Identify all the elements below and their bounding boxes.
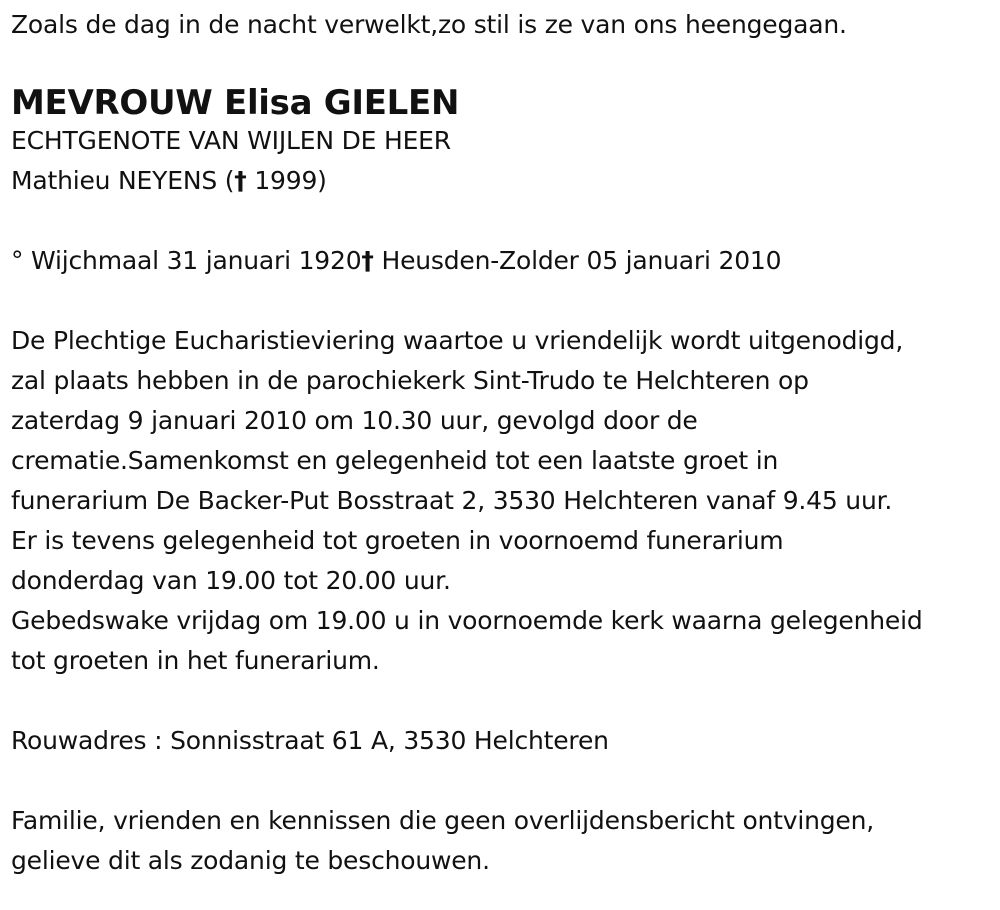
ceremony-line: De Plechtige Eucharistieviering waartoe u vriendelijk wordt uitgenodigd, xyxy=(11,326,904,355)
spacer xyxy=(11,681,996,721)
death-notice xyxy=(11,0,996,881)
death-info: Heusden-Zolder 05 januari 2010 xyxy=(373,246,782,275)
ceremony-line: funerarium De Backer-Put Bosstraat 2, 3530 Helchteren vanaf 9.45 uur. xyxy=(11,486,893,515)
ceremony-line: Er is tevens gelegenheid tot groeten in voornoemd funerarium xyxy=(11,526,784,555)
spouse-death-year: 1999) xyxy=(246,166,327,195)
ceremony-paragraph xyxy=(11,321,996,681)
ceremony-line: zal plaats hebben in de parochiekerk Sint-Trudo te Helchteren op xyxy=(11,366,809,395)
ceremony-line: Gebedswake vrijdag om 19.00 u in voornoemde kerk waarna gelegenheid xyxy=(11,606,923,635)
life-dates xyxy=(11,241,996,281)
ceremony-line: tot groeten in het funerarium. xyxy=(11,646,380,675)
spouse-relation: ECHTGENOTE VAN WIJLEN DE HEER xyxy=(11,126,451,155)
ceremony-line: donderdag van 19.00 tot 20.00 uur. xyxy=(11,566,451,595)
ceremony-line: crematie.Samenkomst en gelegenheid tot een laatste groet in xyxy=(11,446,779,475)
deceased-name-heading xyxy=(11,81,996,125)
closing-line: gelieve dit als zodanig te beschouwen. xyxy=(11,846,490,875)
motto-text: Zoals de dag in de nacht verwelkt,zo stil is ze van ons heengegaan. xyxy=(11,10,847,39)
birth-info: Wijchmaal 31 januari 1920 xyxy=(31,246,362,275)
closing-line: Familie, vrienden en kennissen die geen overlijdensbericht ontvingen, xyxy=(11,806,875,835)
spouse-line xyxy=(11,161,996,201)
spacer xyxy=(11,761,996,801)
cross-icon: † xyxy=(361,246,374,275)
spouse-name: Mathieu NEYENS ( xyxy=(11,166,235,195)
deceased-name: Elisa GIELEN xyxy=(224,83,460,123)
birth-marker: ° xyxy=(11,246,32,275)
cross-icon: † xyxy=(234,166,247,195)
mourning-address: Rouwadres : Sonnisstraat 61 A, 3530 Helchteren xyxy=(11,726,609,755)
ceremony-line: zaterdag 9 januari 2010 om 10.30 uur, gevolgd door de xyxy=(11,406,698,435)
closing-paragraph xyxy=(11,801,996,881)
spacer xyxy=(11,281,996,321)
deceased-title: MEVROUW xyxy=(11,83,213,123)
spacer xyxy=(11,201,996,241)
